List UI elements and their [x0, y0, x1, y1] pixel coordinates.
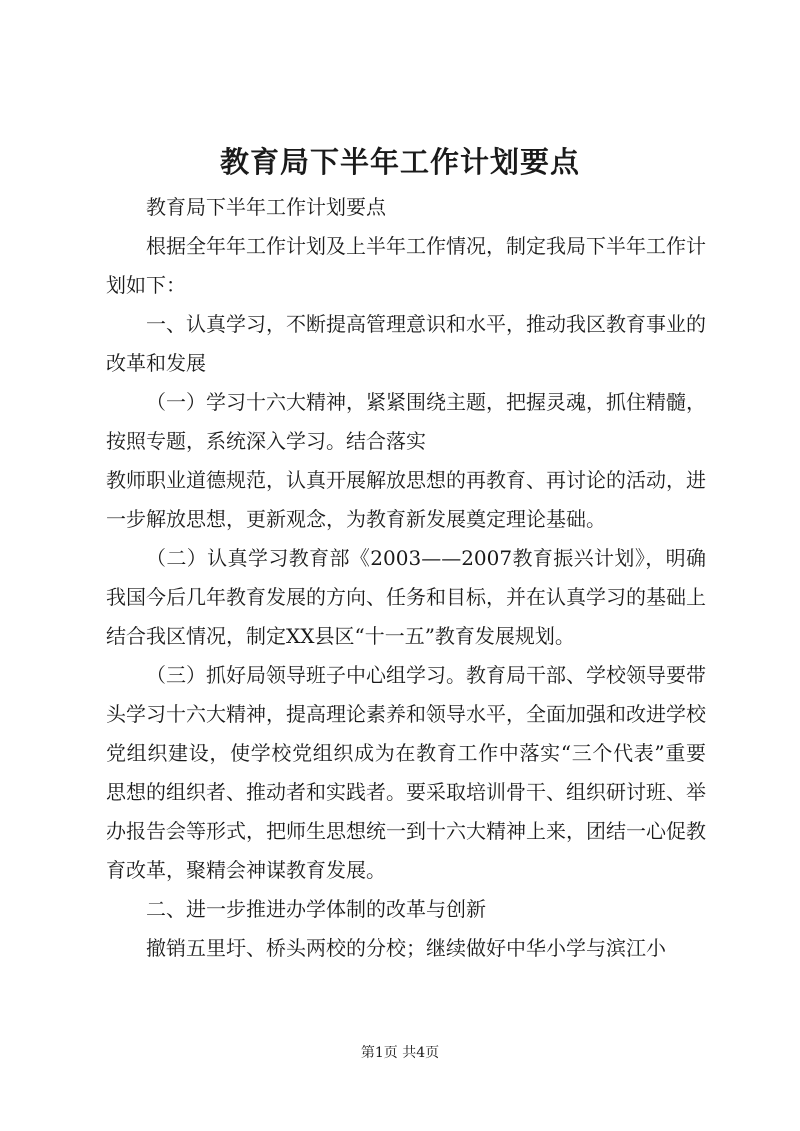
- document-body: [106, 188, 706, 968]
- paragraph-subtitle: 教育局下半年工作计划要点: [146, 195, 386, 219]
- paragraph-item-1-continued: 教师职业道德规范，认真开展解放思想的再教育、再讨论的活动，进一步解放思想，更新观念，为教育新发展奠定理论基础。: [106, 468, 706, 531]
- paragraph-intro: 根据全年年工作计划及上半年工作情况，制定我局下半年工作计划如下：: [106, 234, 706, 297]
- page-footer: 第1页 共4页: [360, 1045, 440, 1061]
- paragraph-item-1: （一）学习十六大精神，紧紧围绕主题，把握灵魂，抓住精髓，按照专题，系统深入学习。结合落实: [106, 390, 706, 453]
- paragraph-item-2: （二）认真学习教育部《2003——2007教育振兴计划》，明确我国今后几年教育发展的方向、任务和目标，并在认真学习的基础上结合我区情况，制定XX县区“十一五”教育发展规划。: [106, 546, 706, 648]
- document-title: 教育局下半年工作计划要点: [219, 145, 580, 179]
- section-heading-2: 二、进一步推进办学体制的改革与创新: [146, 897, 486, 921]
- paragraph-section-2: 撤销五里圩、桥头两校的分校；继续做好中华小学与滨江小: [146, 936, 666, 960]
- paragraph-item-3: （三）抓好局领导班子中心组学习。教育局干部、学校领导要带头学习十六大精神，提高理论素养和领导水平，全面加强和改进学校党组织建设，使学校党组织成为在教育工作中落实“三个代表”重要思想的组织者、推动者和实践者。要采取培训骨干、组织研讨班、举办报告会等形式，把师生思想统一到十六大精神上来，团结一心促教育改革，聚精会神谋教育发展。: [106, 663, 706, 882]
- section-heading-1: 一、认真学习，不断提高管理意识和水平，推动我区教育事业的改革和发展: [106, 312, 706, 375]
